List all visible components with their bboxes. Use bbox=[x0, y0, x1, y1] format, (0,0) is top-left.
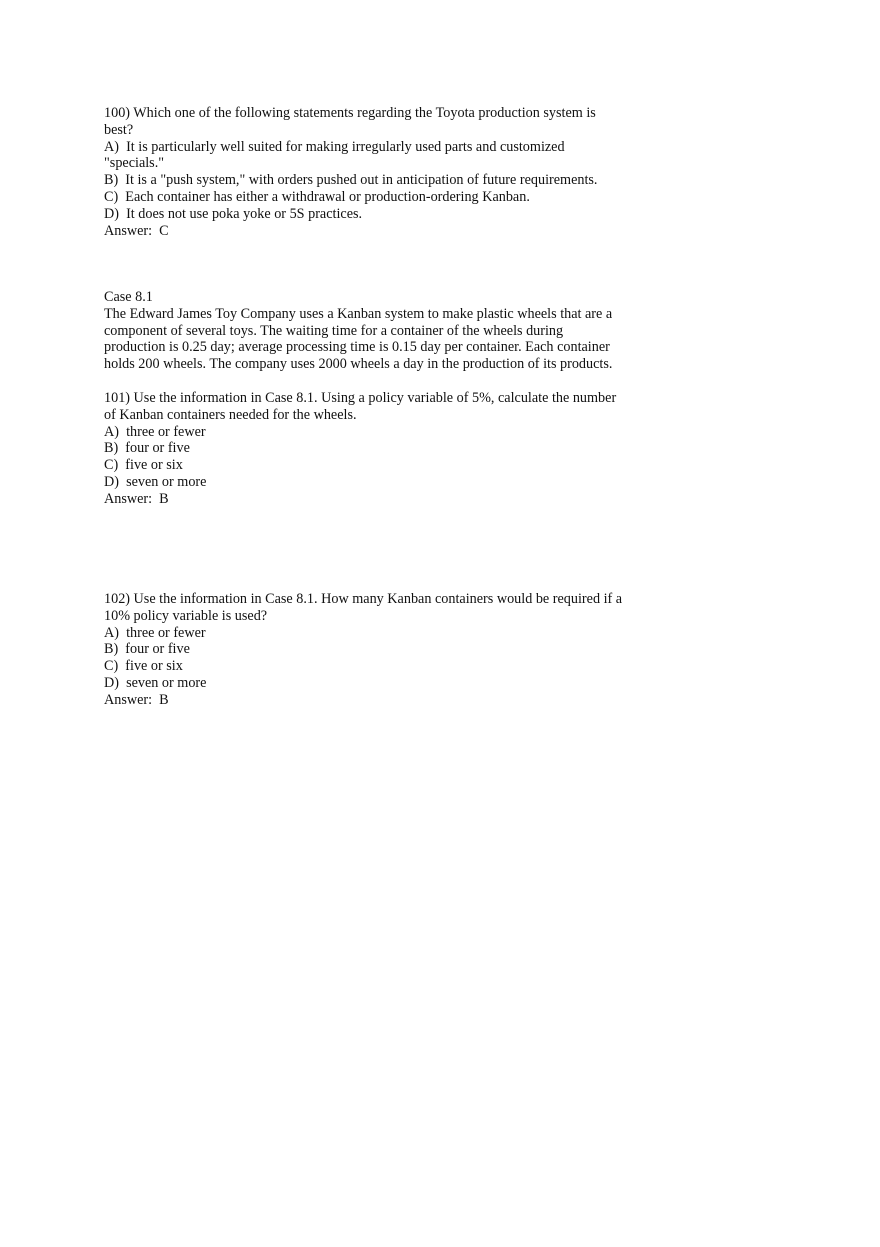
question-100-text-line-2: best? bbox=[104, 121, 134, 138]
question-100-option-a-line-1: A) It is particularly well suited for making irregularly used parts and customized bbox=[104, 138, 565, 155]
question-100-option-d: D) It does not use poka yoke or 5S practices. bbox=[104, 205, 363, 222]
question-102 bbox=[104, 591, 622, 709]
question-102-answer: Answer: B bbox=[104, 691, 169, 708]
question-102-text-line-2: 10% policy variable is used? bbox=[104, 607, 268, 624]
case-8-1 bbox=[104, 289, 612, 373]
question-101-option-d: D) seven or more bbox=[104, 473, 207, 490]
question-101-text-line-1: 101) Use the information in Case 8.1. Using a policy variable of 5%, calculate the number bbox=[104, 390, 617, 406]
question-101-option-b: B) four or five bbox=[104, 440, 190, 457]
question-100-option-c: C) Each container has either a withdrawal or production-ordering Kanban. bbox=[104, 188, 530, 205]
case-text-line-1: The Edward James Toy Company uses a Kanban system to make plastic wheels that are a bbox=[104, 305, 613, 322]
case-text-line-2: component of several toys. The waiting time for a container of the wheels during bbox=[104, 322, 564, 339]
question-102-text-line-1: 102) Use the information in Case 8.1. How many Kanban containers would be required if a bbox=[104, 591, 623, 607]
question-102-option-c: C) five or six bbox=[104, 658, 183, 675]
question-100-text-line-1: 100) Which one of the following statements regarding the Toyota production system is bbox=[104, 105, 596, 121]
question-100-answer: Answer: C bbox=[104, 222, 169, 239]
question-101-option-a: A) three or fewer bbox=[104, 423, 206, 440]
question-102-option-a: A) three or fewer bbox=[104, 624, 206, 641]
case-title: Case 8.1 bbox=[104, 289, 153, 305]
question-102-option-b: B) four or five bbox=[104, 641, 190, 658]
question-100 bbox=[104, 105, 597, 239]
case-text-line-3: production is 0.25 day; average processing time is 0.15 day per container. Each container bbox=[104, 339, 610, 356]
question-100-option-b: B) It is a "push system," with orders pushed out in anticipation of future requirements. bbox=[104, 172, 598, 189]
question-101 bbox=[104, 390, 616, 508]
question-101-option-c: C) five or six bbox=[104, 457, 183, 474]
question-102-option-d: D) seven or more bbox=[104, 674, 207, 691]
question-100-option-a-line-2: "specials." bbox=[104, 155, 165, 172]
case-text-line-4: holds 200 wheels. The company uses 2000 wheels a day in the production of its products. bbox=[104, 356, 613, 373]
question-101-text-line-2: of Kanban containers needed for the wheels. bbox=[104, 406, 357, 423]
question-101-answer: Answer: B bbox=[104, 490, 169, 507]
